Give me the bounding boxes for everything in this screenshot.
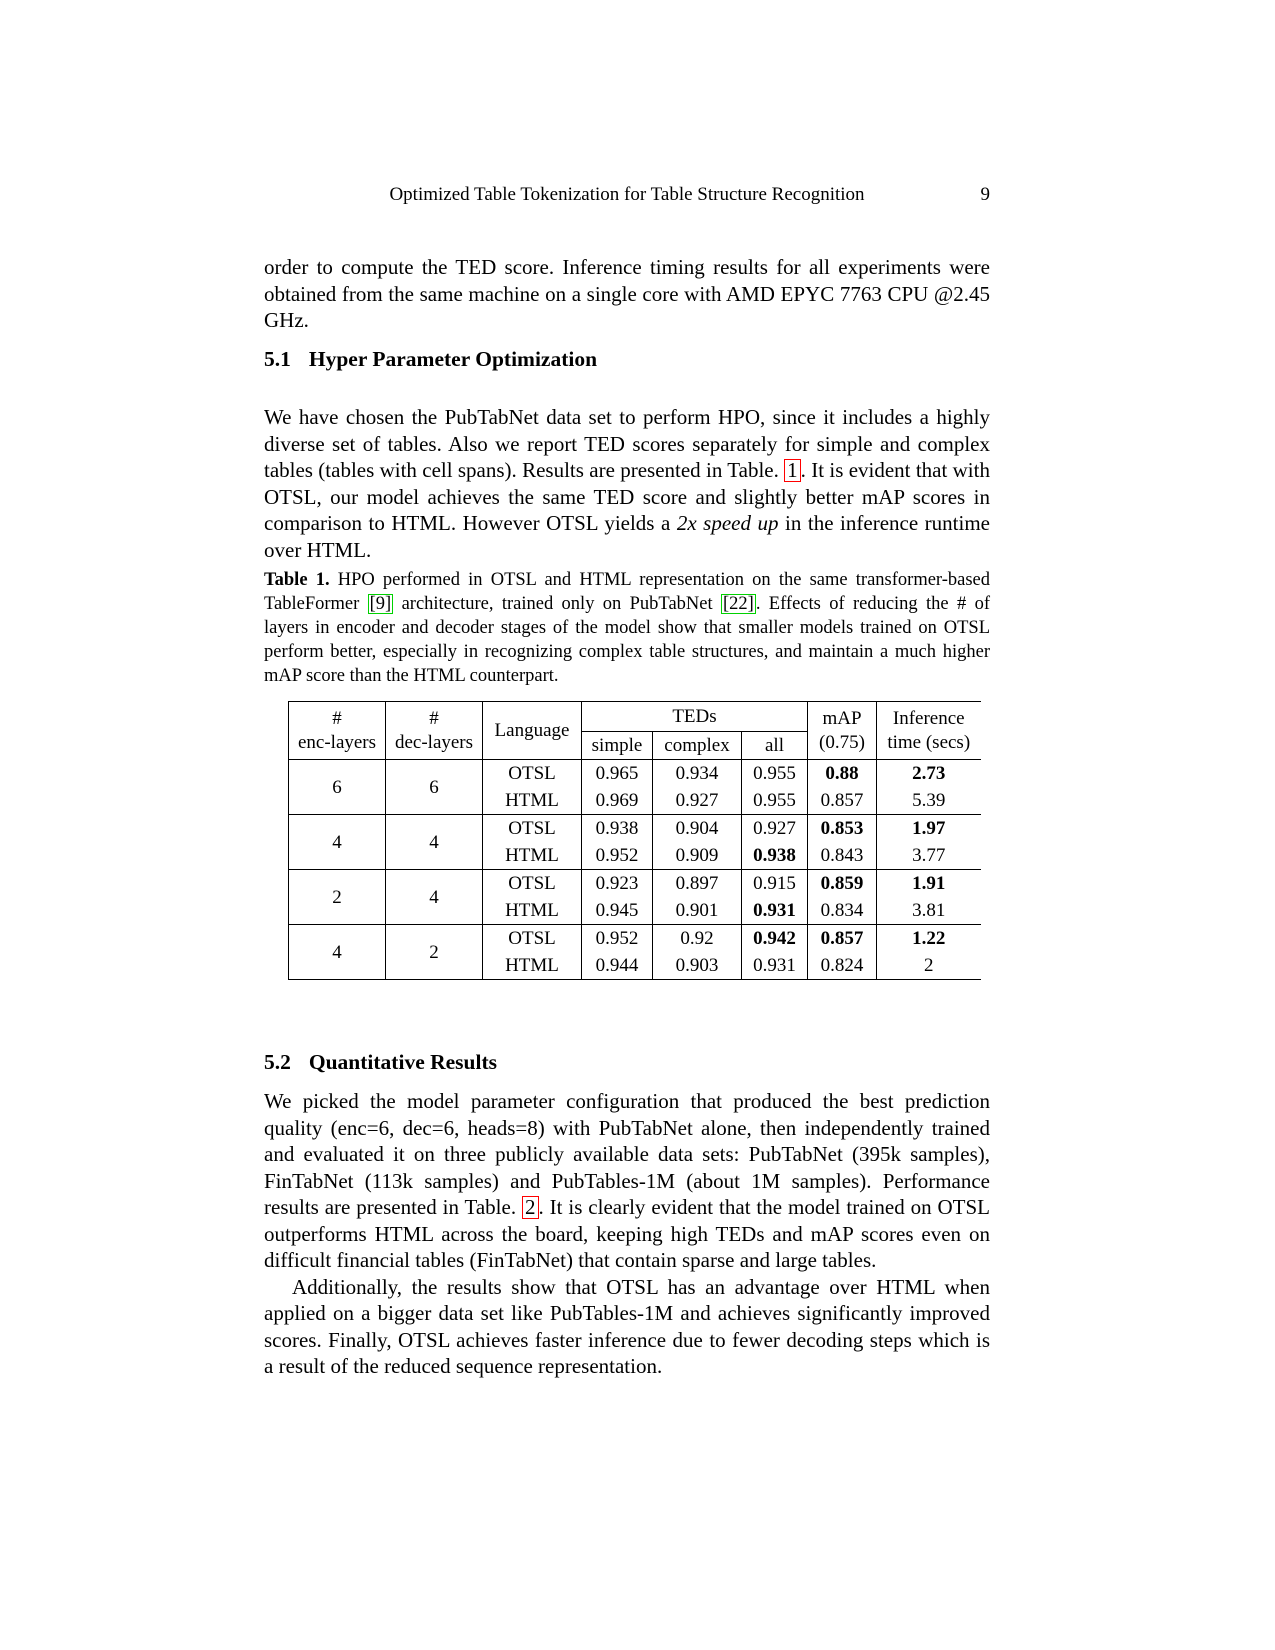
cell-complex: 0.927 bbox=[653, 787, 742, 815]
cell-map: 0.824 bbox=[808, 952, 877, 980]
cell-all: 0.931 bbox=[742, 952, 808, 980]
caption-text: . Effects of reducing the # of layers in encoder and decoder stages of the model show that smaller models trained on OTSL perform better, especially in recognizing complex table structures, and maintain a much higher mAP score than the HTML counterpart. bbox=[264, 593, 990, 686]
cell-enc: 6 bbox=[289, 760, 386, 815]
table-ref-link[interactable]: 1 bbox=[784, 459, 801, 482]
intro-paragraph: order to compute the TED score. Inference timing results for all experiments were obtained from the same machine on a single core with AMD EPYC 7763 CPU @2.45 GHz. bbox=[264, 255, 990, 332]
cell-language: HTML bbox=[483, 897, 582, 925]
cell-simple: 0.952 bbox=[582, 842, 653, 870]
cell-map: 0.857 bbox=[808, 787, 877, 815]
cell-time: 2 bbox=[877, 952, 981, 980]
section-5-2-paragraph-1 bbox=[264, 1088, 990, 1274]
cell-all: 0.942 bbox=[742, 925, 808, 953]
table-1-container bbox=[288, 701, 981, 980]
section-5-1-heading bbox=[264, 347, 990, 372]
cell-simple: 0.923 bbox=[582, 870, 653, 898]
paragraph-text: We have chosen the PubTabNet data set to perform HPO, since it includes a highly diverse set of tables. Also we report TED scores separately for simple and complex tables (tables with cell spans). Results are presented in Table. bbox=[264, 405, 990, 482]
table-header-row bbox=[289, 702, 981, 732]
cell-language: HTML bbox=[483, 952, 582, 980]
caption-text: HPO performed in OTSL and HTML representation on the same transformer-based TableFormer bbox=[264, 569, 991, 614]
cell-all: 0.931 bbox=[742, 897, 808, 925]
cell-simple: 0.969 bbox=[582, 787, 653, 815]
cell-language: OTSL bbox=[483, 760, 582, 788]
section-title: Quantitative Results bbox=[308, 1050, 497, 1074]
cell-language: OTSL bbox=[483, 870, 582, 898]
cell-enc: 2 bbox=[289, 870, 386, 925]
cell-enc: 4 bbox=[289, 925, 386, 980]
cell-map: 0.88 bbox=[808, 760, 877, 788]
cell-all: 0.915 bbox=[742, 870, 808, 898]
cell-map: 0.859 bbox=[808, 870, 877, 898]
table-1-caption bbox=[264, 568, 990, 688]
header-teds: TEDs bbox=[582, 702, 808, 732]
header-inference: Inference time (secs) bbox=[877, 702, 981, 760]
italic-phrase: 2x speed up bbox=[676, 511, 779, 535]
cell-map: 0.834 bbox=[808, 897, 877, 925]
section-number: 5.1 bbox=[264, 347, 291, 371]
header-dec-layers: # dec-layers bbox=[386, 702, 483, 760]
header-simple: simple bbox=[582, 732, 653, 760]
table-row bbox=[289, 815, 981, 843]
running-head-title: Optimized Table Tokenization for Table Structure Recognition bbox=[389, 184, 865, 205]
cell-complex: 0.901 bbox=[653, 897, 742, 925]
cell-time: 3.77 bbox=[877, 842, 981, 870]
cell-language: OTSL bbox=[483, 925, 582, 953]
citation-link[interactable]: [9] bbox=[369, 593, 392, 614]
paragraph-text: . It is clearly evident that the model trained on OTSL outperforms HTML across the board, keeping high TEDs and mAP scores even on difficult financial tables (FinTabNet) that contain sparse and large tables. bbox=[264, 1195, 990, 1272]
cell-complex: 0.934 bbox=[653, 760, 742, 788]
paragraph-text: We picked the model parameter configuration that produced the best prediction quality (enc=6, dec=6, heads=8) with PubTabNet alone, then independently trained and evaluated it on three publicly available data sets: PubTabNet (395k samples), FinTabNet (113k samples) and PubTables-1M (about 1M samples). Performance results are presented in Table. bbox=[264, 1089, 990, 1219]
section-title: Hyper Parameter Optimization bbox=[308, 347, 598, 371]
table-ref-link[interactable]: 2 bbox=[522, 1196, 539, 1219]
table-1 bbox=[288, 701, 981, 980]
caption-label: Table 1. bbox=[264, 569, 330, 590]
paragraph-text: . It is evident that with OTSL, our model achieves the same TED score and slightly better mAP scores in comparison to HTML. However OTSL yields a bbox=[264, 458, 990, 535]
cell-time: 1.91 bbox=[877, 870, 981, 898]
cell-time: 3.81 bbox=[877, 897, 981, 925]
cell-language: HTML bbox=[483, 842, 582, 870]
cell-dec: 4 bbox=[386, 870, 483, 925]
cell-map: 0.857 bbox=[808, 925, 877, 953]
cell-language: OTSL bbox=[483, 815, 582, 843]
section-5-2-paragraph-2: Additionally, the results show that OTSL has an advantage over HTML when applied on a bigger data set like PubTables-1M and achieves significantly improved scores. Finally, OTSL achieves faster inference due to fewer decoding steps which is a result of the reduced sequence representation. bbox=[264, 1274, 990, 1378]
caption-text: architecture, trained only on PubTabNet bbox=[393, 593, 721, 614]
cell-language: HTML bbox=[483, 787, 582, 815]
cell-time: 5.39 bbox=[877, 787, 981, 815]
section-5-1-paragraph bbox=[264, 404, 990, 563]
cell-all: 0.927 bbox=[742, 815, 808, 843]
cell-simple: 0.952 bbox=[582, 925, 653, 953]
header-all: all bbox=[742, 732, 808, 760]
table-row bbox=[289, 925, 981, 953]
cell-complex: 0.909 bbox=[653, 842, 742, 870]
page-number: 9 bbox=[980, 184, 990, 205]
cell-simple: 0.938 bbox=[582, 815, 653, 843]
paragraph-text: in the inference runtime over HTML. bbox=[264, 511, 990, 562]
cell-map: 0.853 bbox=[808, 815, 877, 843]
header-map: mAP (0.75) bbox=[808, 702, 877, 760]
cell-complex: 0.897 bbox=[653, 870, 742, 898]
table-row bbox=[289, 760, 981, 788]
cell-time: 1.97 bbox=[877, 815, 981, 843]
section-number: 5.2 bbox=[264, 1050, 291, 1074]
cell-all: 0.955 bbox=[742, 760, 808, 788]
cell-time: 2.73 bbox=[877, 760, 981, 788]
section-5-2-heading bbox=[264, 1050, 990, 1075]
cell-time: 1.22 bbox=[877, 925, 981, 953]
section-5-2-text bbox=[264, 1088, 990, 1380]
cell-dec: 2 bbox=[386, 925, 483, 980]
cell-complex: 0.92 bbox=[653, 925, 742, 953]
cell-dec: 6 bbox=[386, 760, 483, 815]
table-row bbox=[289, 870, 981, 898]
cell-dec: 4 bbox=[386, 815, 483, 870]
cell-all: 0.955 bbox=[742, 787, 808, 815]
cell-map: 0.843 bbox=[808, 842, 877, 870]
cell-complex: 0.904 bbox=[653, 815, 742, 843]
cell-complex: 0.903 bbox=[653, 952, 742, 980]
running-head bbox=[264, 184, 990, 206]
header-enc-layers: # enc-layers bbox=[289, 702, 386, 760]
cell-all: 0.938 bbox=[742, 842, 808, 870]
header-complex: complex bbox=[653, 732, 742, 760]
cell-simple: 0.945 bbox=[582, 897, 653, 925]
citation-link[interactable]: [22] bbox=[722, 593, 754, 614]
header-language: Language bbox=[483, 702, 582, 760]
cell-enc: 4 bbox=[289, 815, 386, 870]
cell-simple: 0.965 bbox=[582, 760, 653, 788]
cell-simple: 0.944 bbox=[582, 952, 653, 980]
